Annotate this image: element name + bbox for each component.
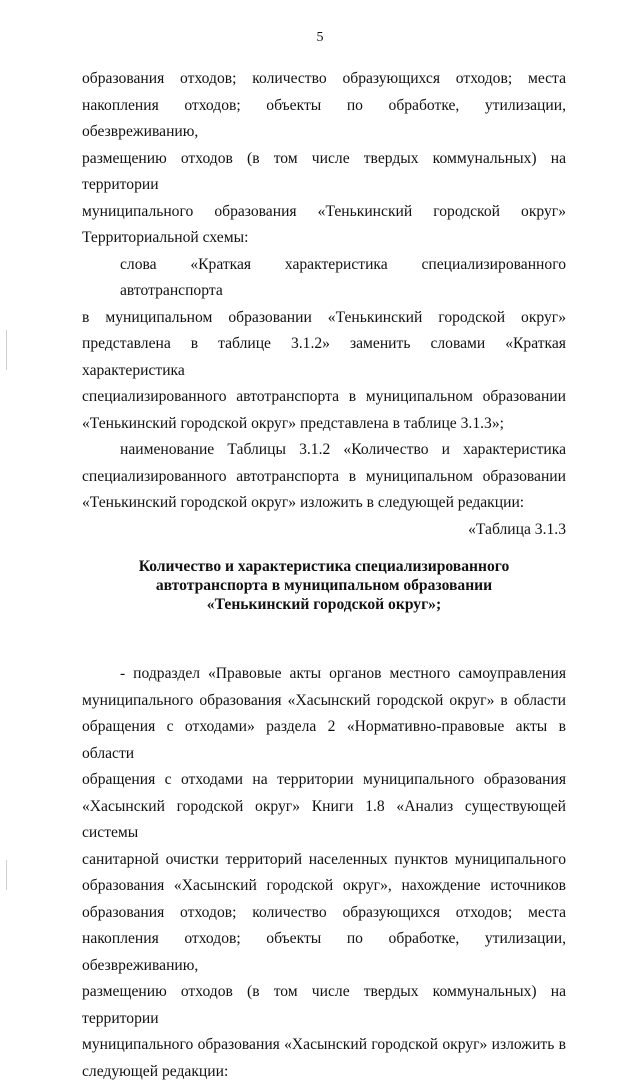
scan-edge-mark (6, 860, 7, 890)
table-title-line: автотранспорта в муниципальном образовании (82, 576, 566, 595)
text-line: муниципального образования «Тенькинский городской округ» (82, 199, 566, 226)
table-title-line: «Тенькинский городской округ»; (82, 595, 566, 614)
paragraph-replace-words (82, 252, 566, 438)
text-line: «Хасынский городской округ» Книги 1.8 «Анализ существующей системы (82, 794, 566, 847)
paragraph-territorial-scheme (82, 66, 566, 252)
text-line: муниципального образования «Хасынский городской округ» в области (82, 688, 566, 715)
text-line: обращения с отходами» раздела 2 «Нормативно-правовые акты в области (82, 714, 566, 767)
text-line: образования отходов; количество образующихся отходов; места (82, 66, 566, 93)
text-line: образования отходов; количество образующихся отходов; места (82, 900, 566, 927)
text-line: обращения с отходами на территории муниципального образования (82, 767, 566, 794)
scan-edge-mark (6, 330, 7, 370)
table-label: «Таблица 3.1.3 (82, 517, 566, 544)
text-line: размещению отходов (в том числе твердых коммунальных) на территории (82, 146, 566, 199)
text-line: слова «Краткая характеристика специализированного автотранспорта (82, 252, 566, 305)
text-line: размещению отходов (в том числе твердых коммунальных) на территории (82, 979, 566, 1032)
text-line: в муниципальном образовании «Тенькинский городской округ» (82, 305, 566, 332)
text-line: - подраздел «Правовые акты органов местного самоуправления (82, 661, 566, 688)
text-line: «Тенькинский городской округ» изложить в следующей редакции: (82, 490, 566, 517)
table-title-line: Количество и характеристика специализированного (82, 557, 566, 576)
text-line: представлена в таблице 3.1.2» заменить словами «Краткая характеристика (82, 331, 566, 384)
paragraph-table-name (82, 437, 566, 543)
table-title (82, 557, 566, 614)
text-line: накопления отходов; объекты по обработке, утилизации, обезвреживанию, (82, 93, 566, 146)
text-line: специализированного автотранспорта в муниципальном образовании (82, 464, 566, 491)
text-line: «Тенькинский городской округ» представлена в таблице 3.1.3»; (82, 411, 566, 438)
paragraph-legal-acts (82, 661, 566, 1085)
text-line: муниципального образования «Хасынский городской округ» изложить в (82, 1032, 566, 1059)
page-number: 5 (0, 30, 640, 46)
text-line: следующей редакции: (82, 1059, 566, 1085)
document-body (82, 66, 566, 1085)
text-line: наименование Таблицы 3.1.2 «Количество и характеристика (82, 437, 566, 464)
text-line: специализированного автотранспорта в муниципальном образовании (82, 384, 566, 411)
text-line: санитарной очистки территорий населенных пунктов муниципального (82, 847, 566, 874)
text-line: накопления отходов; объекты по обработке, утилизации, обезвреживанию, (82, 926, 566, 979)
text-line: образования «Хасынский городской округ», нахождение источников (82, 873, 566, 900)
text-line: Территориальной схемы: (82, 225, 566, 252)
